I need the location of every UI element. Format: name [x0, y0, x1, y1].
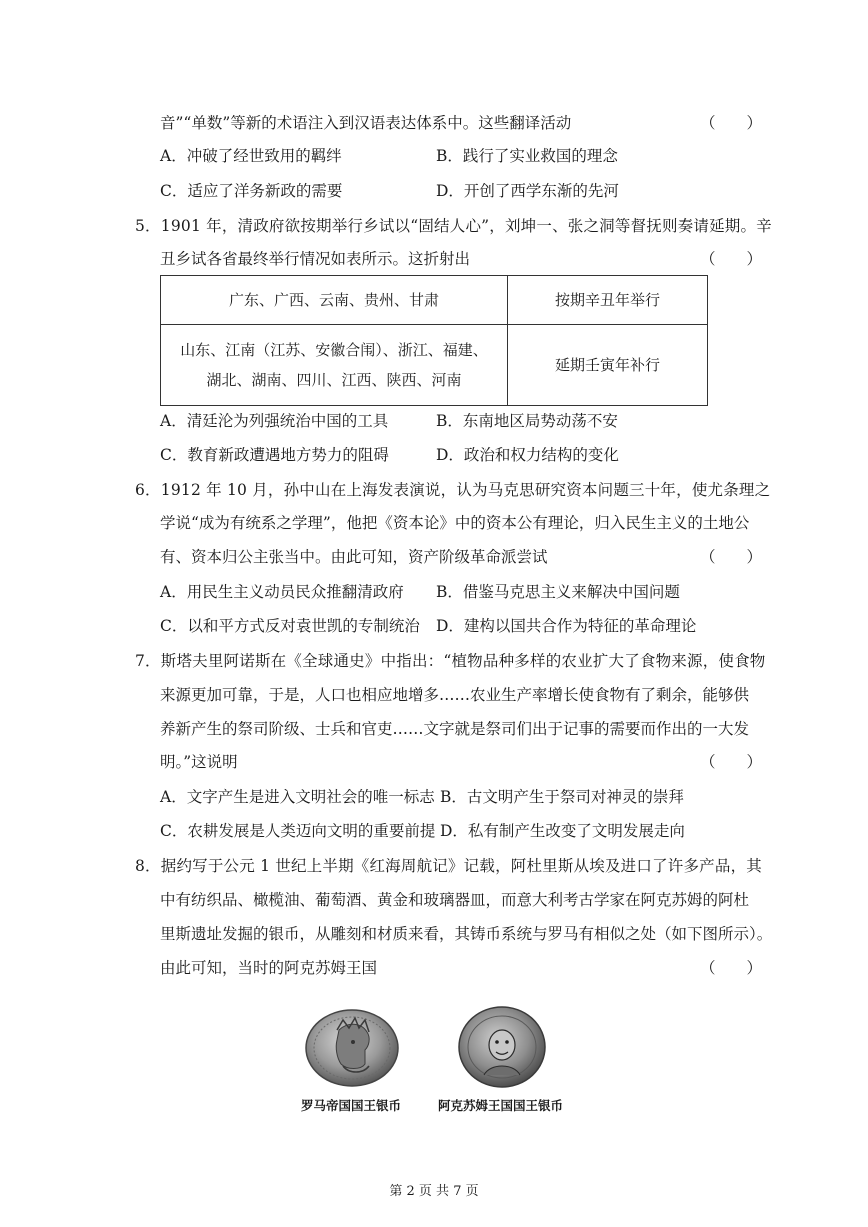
q7-option-d: D．私有制产生改变了文明发展走向 [440, 822, 685, 840]
q7-stem-line3: 养新产生的祭司阶级、士兵和官吏……文字就是祭司们出于记事的需要而作出的一大发 [160, 720, 750, 738]
q7-stem-line4: 明。”这说明 [160, 753, 238, 771]
q6-option-a: A．用民生主义动员民众推翻清政府 [160, 583, 404, 601]
q7-answer-bracket: （ ） [700, 753, 763, 771]
q7-option-c: C．农耕发展是人类迈向文明的重要前提 [160, 822, 436, 840]
table-row [161, 276, 708, 325]
q7-stem-line2: 来源更加可靠，于是，人口也相应地增多……农业生产率增长使食物有了剩余，能够供 [160, 686, 750, 704]
q4-stem-tail: 音”“单数”等新的术语注入到汉语表达体系中。这些翻译活动 [160, 114, 572, 132]
q4-option-c: C．适应了洋务新政的需要 [160, 182, 343, 200]
q7-option-b: B．古文明产生于祭司对神灵的崇拜 [440, 788, 684, 806]
table-row [161, 325, 708, 406]
q5-stem-line1: 5．1901 年，清政府欲按期举行乡试以“固结人心”，刘坤一、张之洞等督抚则奏请延期。辛 [135, 217, 772, 235]
q4-option-a: A．冲破了经世致用的羁绊 [160, 147, 342, 165]
aksum-coin-icon [456, 1005, 548, 1089]
page-footer: 第 2 页 共 7 页 [389, 1184, 479, 1199]
q6-stem-line3: 有、资本归公主张当中。由此可知，资产阶级革命派尝试 [160, 548, 548, 566]
roman-coin-caption: 罗马帝国国王银币 [301, 1098, 402, 1113]
q4-option-b: B．践行了实业救国的理念 [436, 147, 618, 165]
q8-stem-line1: 8．据约写于公元 1 世纪上半期《红海周航记》记载，阿杜里斯从埃及进口了许多产品，其 [135, 857, 762, 875]
q5-stem-line2: 丑乡试各省最终举行情况如表所示。这折射出 [160, 250, 471, 268]
q6-option-c: C．以和平方式反对袁世凯的专制统治 [160, 617, 420, 635]
q5-table [160, 275, 708, 406]
table-cell-provinces [161, 325, 508, 406]
q8-stem-line2: 中有纺织品、橄榄油、葡萄酒、黄金和玻璃器皿，而意大利考古学家在阿克苏姆的阿杜 [160, 891, 750, 909]
q5-option-b: B．东南地区局势动荡不安 [436, 412, 618, 430]
q8-answer-bracket: （ ） [700, 959, 763, 977]
q8-stem-line3: 里斯遗址发掘的银币，从雕刻和材质来看，其铸币系统与罗马有相似之处（如下图所示）。 [160, 925, 773, 943]
q5-option-a: A．清廷沦为列强统治中国的工具 [160, 412, 389, 430]
provinces-line: 湖北、湖南、四川、江西、陕西、河南 [206, 371, 462, 389]
q5-option-d: D．政治和权力结构的变化 [436, 446, 619, 464]
q7-option-a: A．文字产生是进入文明社会的唯一标志 [160, 788, 435, 806]
provinces-line: 山东、江南（江苏、安徽合闱）、浙江、福建、 [180, 341, 488, 359]
q6-option-b: B．借鉴马克思主义来解决中国问题 [436, 583, 680, 601]
q8-stem-line4: 由此可知，当时的阿克苏姆王国 [160, 959, 378, 977]
q6-stem-line1: 6．1912 年 10 月，孙中山在上海发表演说，认为马克思研究资本问题三十年，使尤条理之 [135, 481, 771, 499]
table-cell-status: 按期辛丑年举行 [508, 276, 708, 325]
q5-answer-bracket: （ ） [700, 250, 763, 268]
table-cell-provinces: 广东、广西、云南、贵州、甘肃 [161, 276, 508, 325]
q6-answer-bracket: （ ） [700, 548, 763, 566]
q5-option-c: C．教育新政遭遇地方势力的阻碍 [160, 446, 389, 464]
q6-option-d: D．建构以国共合作为特征的革命理论 [436, 617, 697, 635]
roman-coin-icon [303, 1008, 401, 1088]
q4-answer-bracket: （ ） [700, 114, 763, 132]
q7-stem-line1: 7．斯塔夫里阿诺斯在《全球通史》中指出：“植物品种多样的农业扩大了食物来源，使食物 [135, 652, 766, 670]
table-cell-status: 延期壬寅年补行 [508, 325, 708, 406]
q6-stem-line2: 学说“成为有统系之学理”，他把《资本论》中的资本公有理论，归入民生主义的土地公 [160, 514, 750, 532]
q4-option-d: D．开创了西学东渐的先河 [436, 182, 619, 200]
aksum-coin-caption: 阿克苏姆王国国王银币 [438, 1098, 564, 1113]
